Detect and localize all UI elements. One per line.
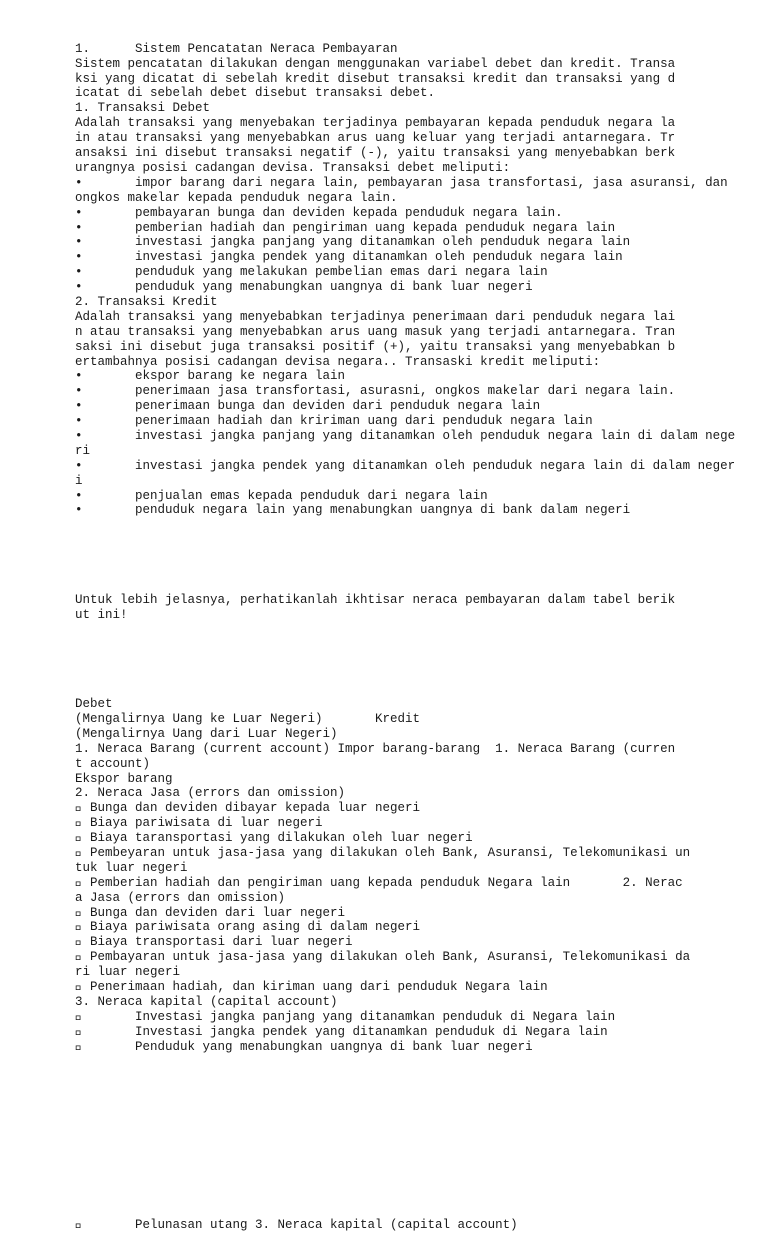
text-line: • penjualan emas kepada penduduk dari negara lain [75,488,488,503]
text-line: • penduduk yang melakukan pembelian emas dari negara lain [75,265,548,280]
text-line: Sistem pencatatan dilakukan dengan menggunakan variabel debet dan kredit. Transa [75,56,676,71]
text-line: ksi yang dicatat di sebelah kredit disebut transaksi kredit dan transaksi yang d [75,71,676,86]
text-line: • penerimaan jasa transfortasi, asurasni, ongkos makelar dari negara lain. [75,384,676,399]
text-line: Adalah transaksi yang menyebakan terjadinya pembayaran kepada penduduk negara la [75,116,676,131]
text-line: t account) [75,756,151,771]
text-line: saksi ini disebut juga transaksi positif (+), yaitu transaksi yang menyebabkan b [75,339,676,354]
text-line: 􏰀 Penduduk yang menabungkan uangnya di bank luar negeri [75,1039,533,1054]
text-line: • pembayaran bunga dan deviden kepada penduduk negara lain. [75,205,563,220]
text-line: 􏰀 Bunga dan deviden dibayar kepada luar negeri [75,801,421,816]
text-line: 􏰀 Pemberian hadiah dan pengiriman uang kepada penduduk Negara lain 2. Nerac [75,875,683,890]
text-line: n atau transaksi yang menyebabkan arus uang masuk yang terjadi antarnegara. Tran [75,324,676,339]
text-line: Ekspor barang [75,771,173,786]
text-line: 􏰀 Biaya pariwisata di luar negeri [75,816,323,831]
text-line: • ekspor barang ke negara lain [75,369,346,384]
text-line: (Mengalirnya Uang dari Luar Negeri) [75,726,338,741]
text-line: 􏰀 Biaya transportasi dari luar negeri [75,935,353,950]
text-line: • penduduk negara lain yang menabungkan uangnya di bank dalam negeri [75,503,631,518]
section-debet-kredit [75,42,755,519]
text-line: 􏰀 Pelunasan utang 3. Neraca kapital (capital account) [75,1218,518,1233]
paragraph-gap [75,548,755,563]
text-line: 1. Sistem Pencatatan Neraca Pembayaran [75,41,398,56]
text-line: 􏰀 Pembeyaran untuk jasa-jasa yang dilakukan oleh Bank, Asuransi, Telekomunikasi un [75,846,691,861]
text-line: ut ini! [75,607,128,622]
text-line: • penerimaan bunga dan deviden dari penduduk negara lain [75,399,541,414]
text-line: a Jasa (errors dan omission) [75,890,286,905]
text-line: 􏰀 Pembayaran untuk jasa-jasa yang dilakukan oleh Bank, Asuransi, Telekomunikasi da [75,950,691,965]
text-line: Adalah transaksi yang menyebabkan terjadinya penerimaan dari penduduk negara lai [75,309,676,324]
text-line: 􏰀 Biaya pariwisata orang asing di dalam negeri [75,920,421,935]
section-ikhtisar-intro [75,593,755,623]
text-line: • investasi jangka panjang yang ditanamkan oleh penduduk negara lain di dalam nege [75,428,736,443]
text-line: • penduduk yang menabungkan uangnya di bank luar negeri [75,280,533,295]
text-line: Debet [75,697,113,712]
text-line: ongkos makelar kepada penduduk negara lain. [75,190,398,205]
text-line: 3. Neraca kapital (capital account) [75,994,338,1009]
text-line: tuk luar negeri [75,860,188,875]
text-line: icatat di sebelah debet disebut transaksi debet. [75,86,436,101]
text-line: 2. Neraca Jasa (errors dan omission) [75,786,346,801]
text-line: Untuk lebih jelasnya, perhatikanlah ikhtisar neraca pembayaran dalam tabel berik [75,592,676,607]
text-line: 1. Transaksi Debet [75,101,211,116]
text-line: 2. Transaksi Kredit [75,294,218,309]
text-line: i [75,473,83,488]
text-line: 􏰀 Investasi jangka panjang yang ditanamkan penduduk di Negara lain [75,1009,616,1024]
text-line: • penerimaan hadiah dan kririman uang dari penduduk negara lain [75,414,593,429]
text-line: • investasi jangka pendek yang ditanamkan oleh penduduk negara lain di dalam neger [75,458,736,473]
text-line: ansaksi ini disebut transaksi negatif (-), yaitu transaksi yang menyebabkan berk [75,146,676,161]
text-line: in atau transaksi yang menyebabkan arus uang keluar yang terjadi antarnegara. Tr [75,131,676,146]
text-line: • investasi jangka pendek yang ditanamkan oleh penduduk negara lain [75,250,623,265]
text-line: 􏰀 Biaya taransportasi yang dilakukan oleh luar negeri [75,831,473,846]
text-line: • investasi jangka panjang yang ditanamkan oleh penduduk negara lain [75,235,631,250]
text-line: 􏰀 Investasi jangka pendek yang ditanamkan penduduk di Negara lain [75,1024,608,1039]
section-neraca-table [75,697,755,1054]
text-line: • pemberian hadiah dan pengiriman uang kepada penduduk negara lain [75,220,616,235]
text-line: ri [75,443,91,458]
section-bottom-cutoff [75,1218,755,1233]
text-line: 1. Neraca Barang (current account) Impor barang-barang 1. Neraca Barang (curren [75,741,676,756]
paragraph-gap [75,652,755,667]
document-text [75,12,755,1248]
text-line: • impor barang dari negara lain, pembayaran jasa transfortasi, jasa asuransi, dan [75,175,728,190]
text-line: urangnya posisi cadangan devisa. Transaksi debet meliputi: [75,160,511,175]
text-line: (Mengalirnya Uang ke Luar Negeri) Kredit [75,712,421,727]
text-line: ri luar negeri [75,965,181,980]
page-gap [75,1084,755,1188]
text-line: 􏰀 Bunga dan deviden dari luar negeri [75,905,346,920]
text-line: 􏰀 Penerimaan hadiah, dan kiriman uang dari penduduk Negara lain [75,980,548,995]
text-line: ertambahnya posisi cadangan devisa negara.. Transaski kredit meliputi: [75,354,601,369]
